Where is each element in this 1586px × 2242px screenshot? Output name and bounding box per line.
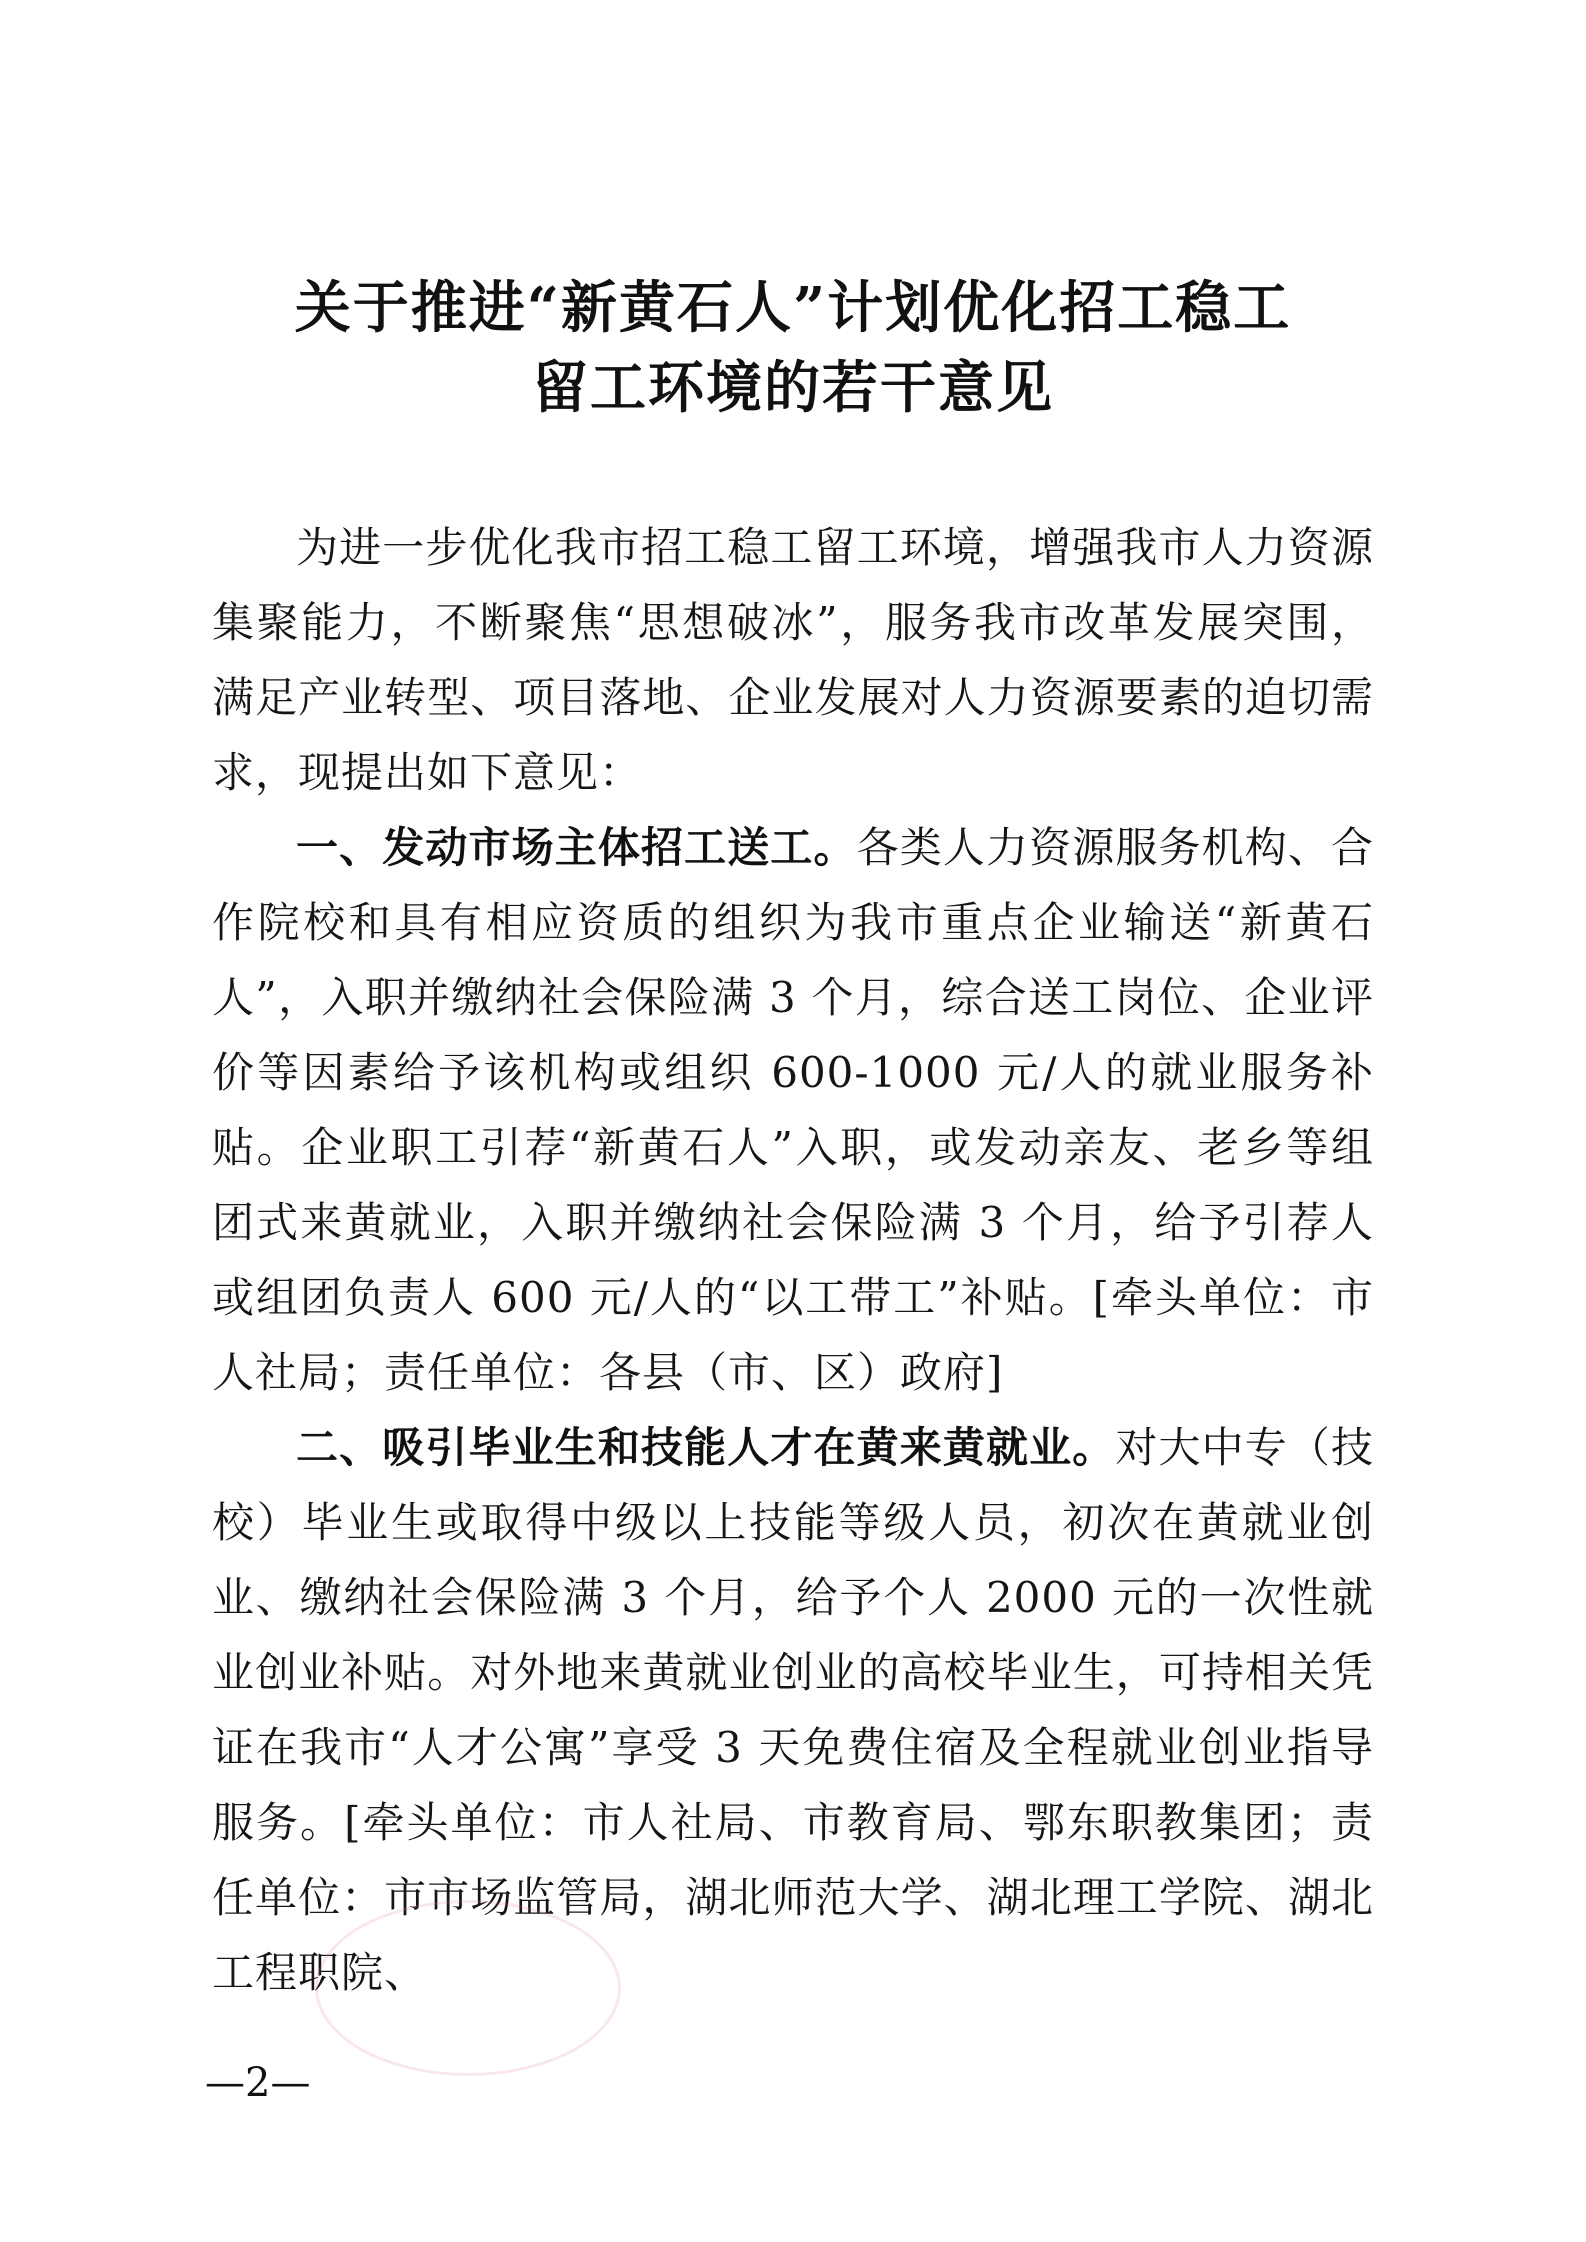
document-title-line-1: 关于推进“新黄石人”计划优化招工稳工 <box>294 275 1292 341</box>
section-2-text: 对大中专（技校）毕业生或取得中级以上技能等级人员，初次在黄就业创业、缴纳社会保险满 3 个月，给予个人 2000 元的一次性就业创业补贴。对外地来黄就业创业的高校毕业生，可持相关凭证在我市“人才公寓”享受 3 天免费住宿及全程就业创业指导服务。[牵头单位：市人社局、市教育局、鄂东职教集团；责任单位：市市场监管局，湖北师范大学、湖北理工学院、湖北工程职院、 <box>212 1423 1374 1997</box>
document-title-line-2: 留工环境的若干意见 <box>532 355 1054 421</box>
page-number: —2— <box>205 2060 311 2106</box>
section-2-heading: 二、吸引毕业生和技能人才在黄来黄就业。 <box>296 1423 1116 1472</box>
section-1-paragraph <box>212 810 1374 1410</box>
section-1-heading: 一、发动市场主体招工送工。 <box>296 823 857 872</box>
document-body <box>212 510 1374 2010</box>
intro-paragraph: 为进一步优化我市招工稳工留工环境，增强我市人力资源集聚能力，不断聚焦“思想破冰”，服务我市改革发展突围，满足产业转型、项目落地、企业发展对人力资源要素的迫切需求，现提出如下意见： <box>212 523 1374 797</box>
section-1-text: 各类人力资源服务机构、合作院校和具有相应资质的组织为我市重点企业输送“新黄石人”，入职并缴纳社会保险满 3 个月，综合送工岗位、企业评价等因素给予该机构或组织 600-1000 元/人的就业服务补贴。企业职工引荐“新黄石人”入职，或发动亲友、老乡等组团式来黄就业，入职并缴纳社会保险满 3 个月，给予引荐人或组团负责人 600 元/人的“以工带工”补贴。[牵头单位：市人社局；责任单位：各县（市、区）政府] <box>212 823 1374 1397</box>
section-2-paragraph <box>212 1410 1374 2010</box>
